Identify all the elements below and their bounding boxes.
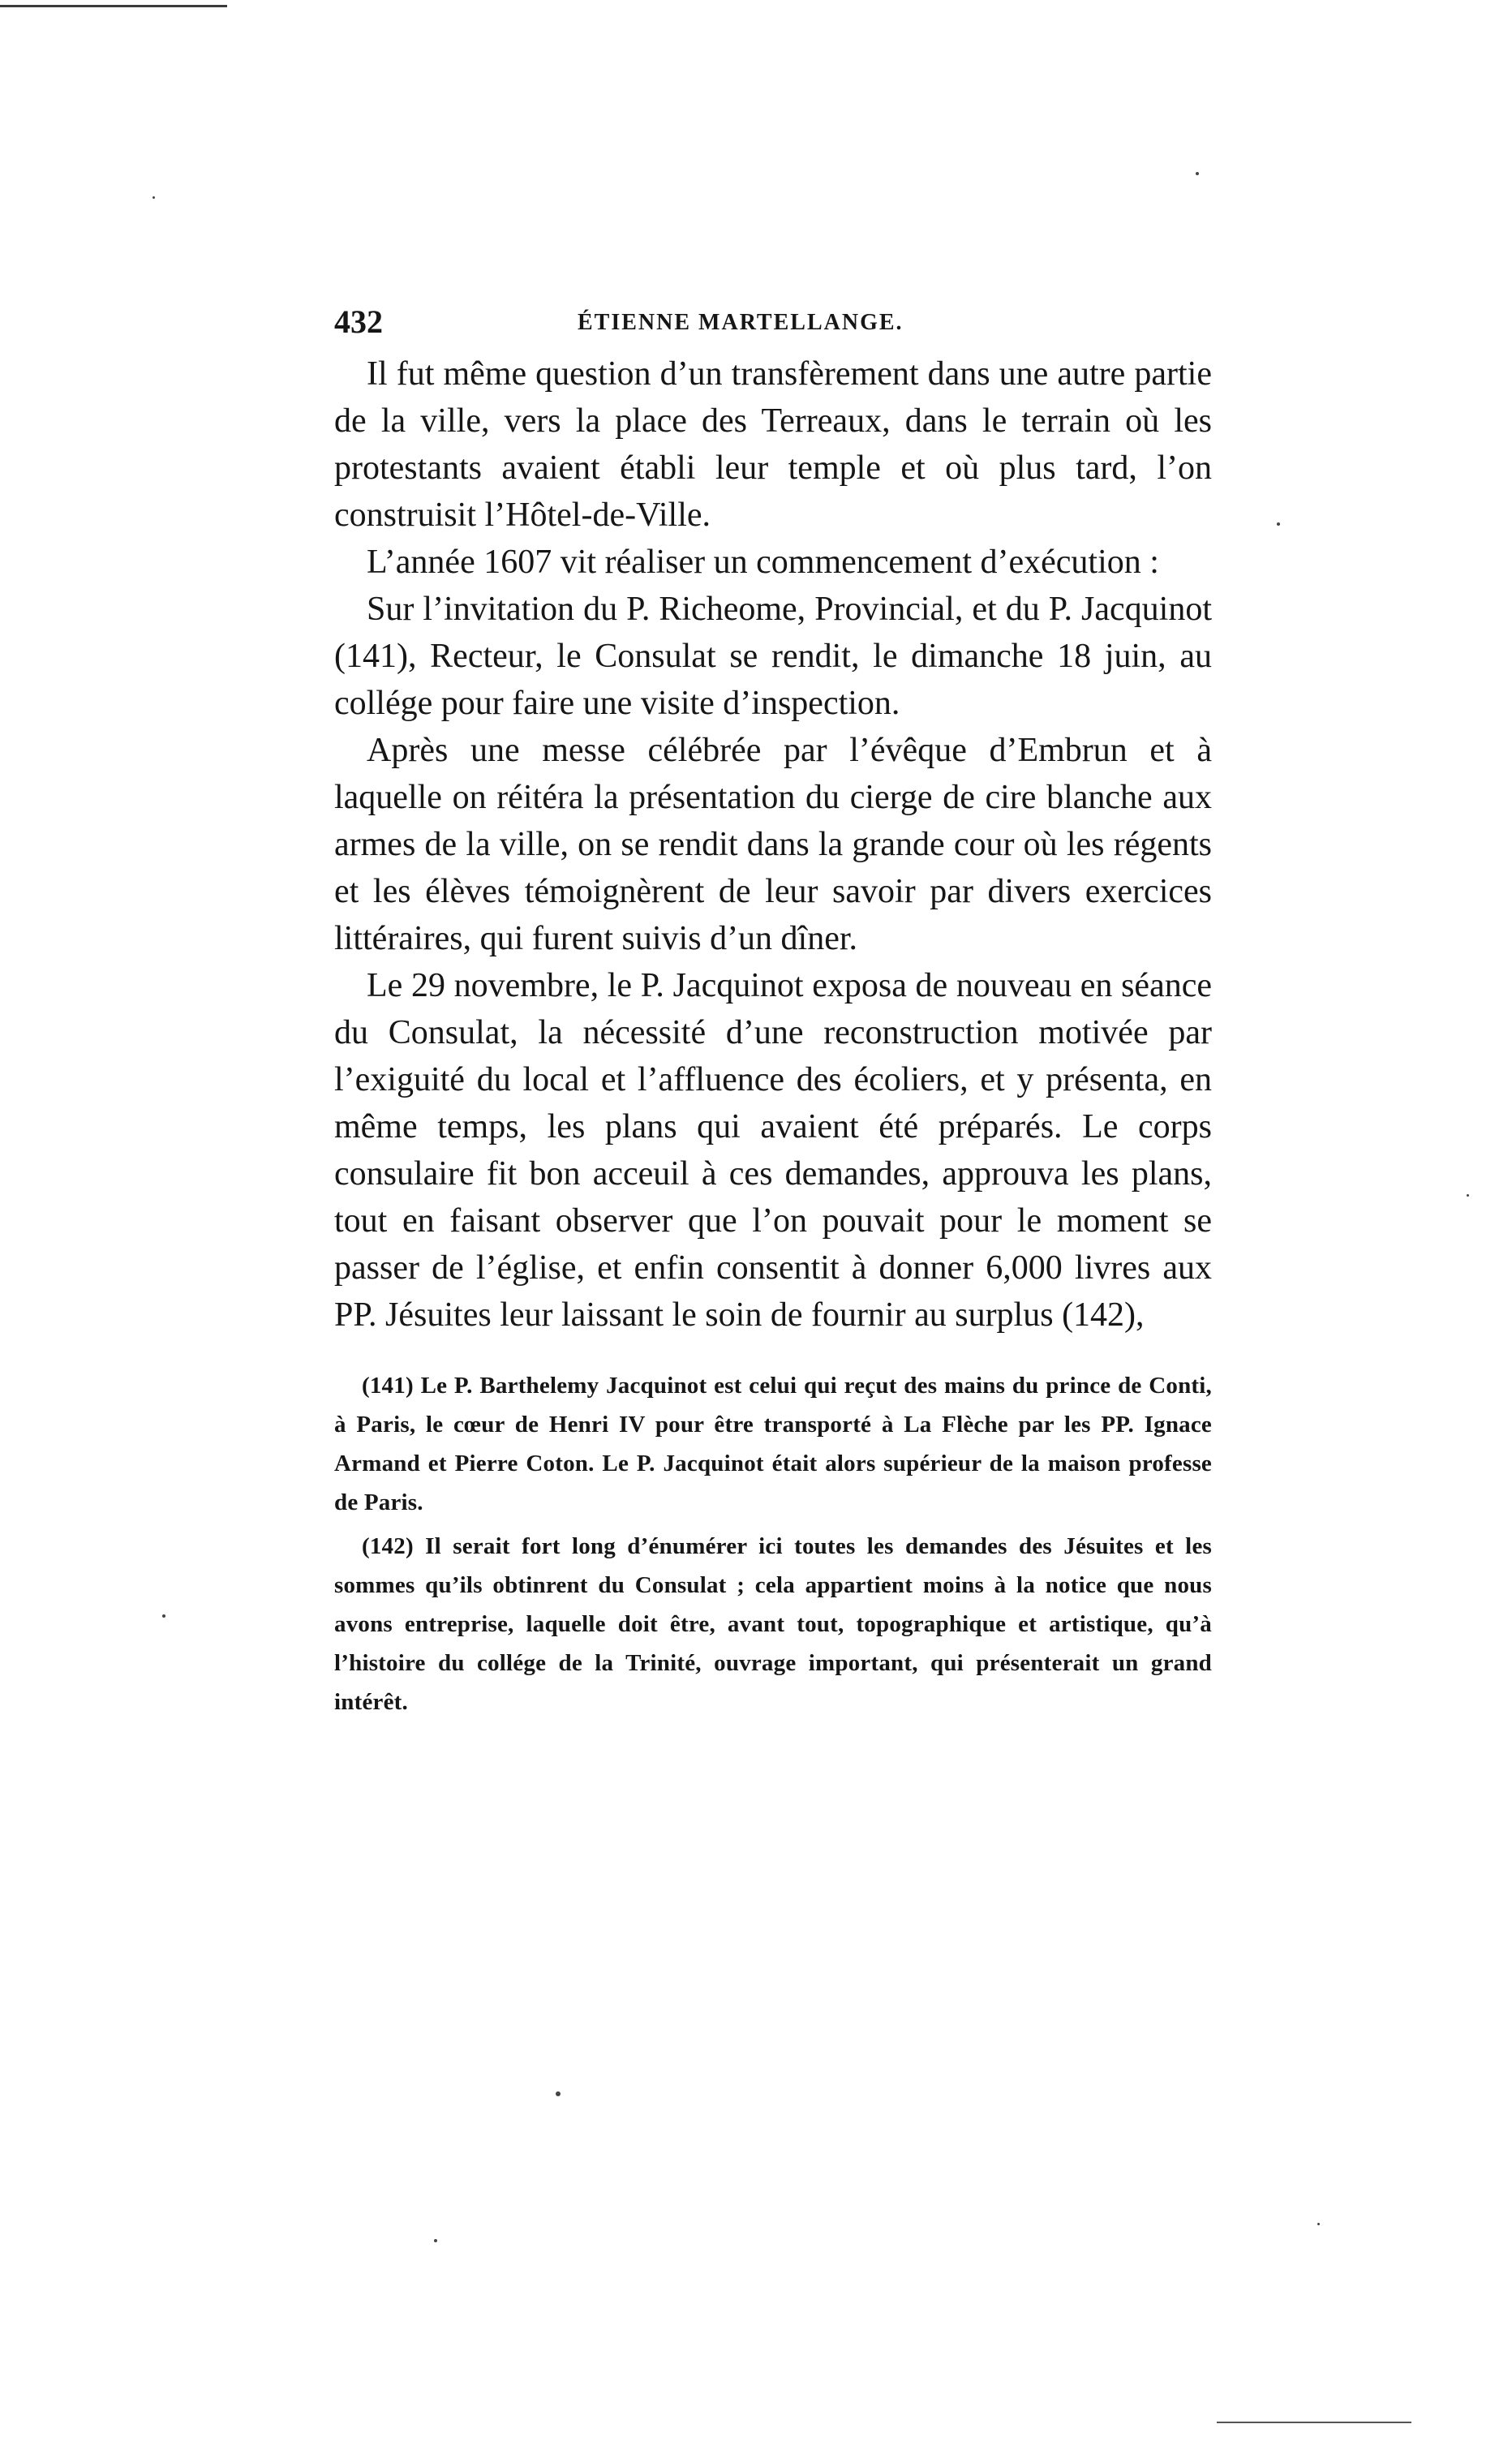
footnote: (141) Le P. Barthelemy Jacquinot est celui qui reçut des mains du prince de Conti, à Paris, le cœur de Henri IV pour être transporté à La Flèche par les PP. Ignace Armand et Pierre Coton. Le P. Jacquinot était alors supérieur de la maison professe de Paris. (334, 1373, 1212, 1515)
paragraph: L’année 1607 vit réaliser un commencement d’exécution : (367, 544, 1159, 581)
ink-speck (1196, 172, 1199, 175)
ink-speck (1467, 1194, 1469, 1197)
ink-speck (152, 196, 155, 199)
paragraph: Le 29 novembre, le P. Jacquinot exposa de nouveau en séance du Consulat, la nécessité d’une reconstruction motivée par l’exiguité du local et l’affluence des écoliers, et y présenta, en même temps, les plans qui avaient été préparés. Le corps consulaire fit bon acceuil à ces demandes, approuva les plans, tout en faisant observer que l’on pouvait pour le moment se passer de l’église, et enfin consentit à donner 6,000 livres aux PP. Jésuites leur laissant le soin de fournir au surplus (142), (334, 967, 1212, 1334)
ink-speck (434, 2239, 437, 2242)
page-number: 432 (334, 303, 383, 340)
ink-speck (1277, 522, 1280, 526)
paragraph: Après une messe célébrée par l’évêque d’Embrun et à laquelle on réitéra la présentation du cierge de cire blanche aux armes de la ville, on se rendit dans la grande cour où les régents et les élèves témoignèrent de leur savoir par divers exercices littéraires, qui furent suivis d’un dîner. (334, 732, 1212, 957)
body-text (334, 350, 1212, 1339)
scan-edge-mark (0, 5, 227, 7)
footnotes (334, 1366, 1212, 1721)
book-page (334, 302, 1212, 1726)
paragraph: Sur l’invitation du P. Richeome, Provincial, et du P. Jacquinot (141), Recteur, le Consulat se rendit, le dimanche 18 juin, au collége pour faire une visite d’inspection. (334, 591, 1212, 722)
ink-speck (556, 2091, 561, 2096)
paragraph: Il fut même question d’un transfèrement dans une autre partie de la ville, vers la place des Terreaux, dans le terrain où les protestants avaient établi leur temple et où plus tard, l’on construisit l’Hôtel-de-Ville. (334, 355, 1212, 534)
running-head (334, 302, 1212, 342)
scan-edge-mark (1217, 2422, 1411, 2423)
ink-speck (1317, 2223, 1320, 2225)
ink-speck (162, 1614, 165, 1618)
footnote: (142) Il serait fort long d’énumérer ici toutes les demandes des Jésuites et les sommes qu’ils obtinrent du Consulat ; cela appartient moins à la notice que nous avons entreprise, laquelle doit être, avant tout, topographique et artistique, qu’à l’histoire du collége de la Trinité, ouvrage important, qui présenterait un grand intérêt. (334, 1533, 1212, 1715)
running-title: ÉTIENNE MARTELLANGE. (578, 310, 904, 335)
